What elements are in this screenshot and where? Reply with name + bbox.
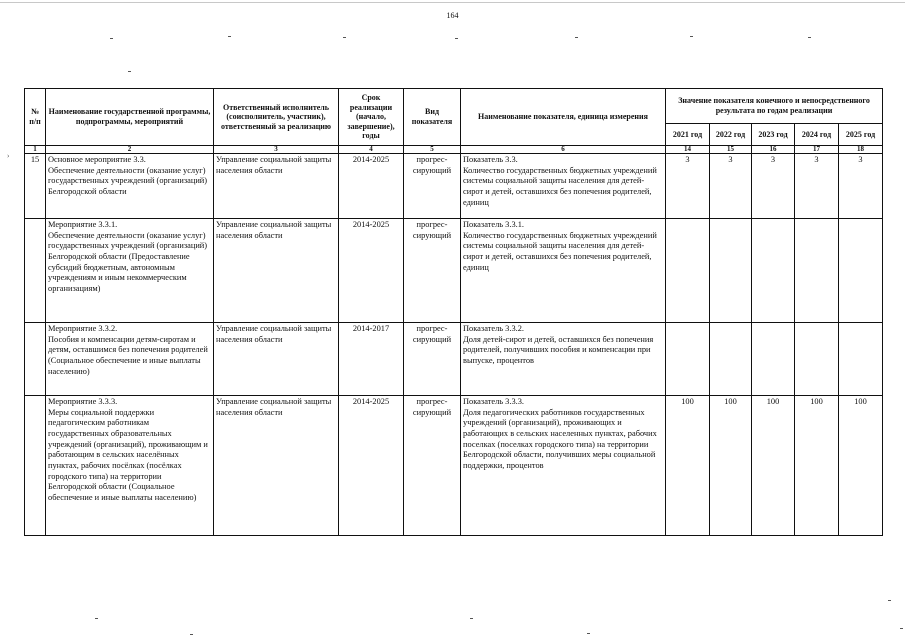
- value-cell: 100: [795, 396, 839, 536]
- period-cell: 2014-2025: [339, 396, 404, 536]
- column-number: 2: [46, 146, 214, 154]
- value-cell: [795, 323, 839, 396]
- header-indicator: Наименование показателя, единица измерения: [461, 89, 666, 146]
- indicator-cell: Показатель 3.3.1. Количество государственных бюджетных учреждений системы социальной защиты населения для детей-сирот и детей, оставшихся без попечения родителей, единиц: [461, 219, 666, 323]
- column-number: 16: [752, 146, 795, 154]
- row-num: [25, 396, 46, 536]
- indicator-cell: Показатель 3.3. Количество государственных бюджетных учреждений системы социальной защиты населения для детей-сирот и детей, оставшихся без попечения родителей, единиц: [461, 154, 666, 219]
- header-responsible: Ответственный исполнитель (соисполнитель, участник), ответственный за реализацию: [214, 89, 339, 146]
- value-cell: [666, 323, 710, 396]
- column-number: 17: [795, 146, 839, 154]
- period-cell: 2014-2025: [339, 154, 404, 219]
- responsible-cell: Управление социальной защиты населения области: [214, 219, 339, 323]
- indicator-cell: Показатель 3.3.2. Доля детей-сирот и детей, оставшихся без попечения родителей, получивших пособия и компенсации при выпуске, процентов: [461, 323, 666, 396]
- indicator-type-cell: прогрес- сирующий: [404, 323, 461, 396]
- value-cell: 100: [710, 396, 752, 536]
- column-number: 15: [710, 146, 752, 154]
- program-cell: Мероприятие 3.3.1. Обеспечение деятельности (оказание услуг) государственных учреждений (организаций) Белгородской области (Предоставление субсидий бюджетным, автономным учреждениям и иным некоммерческим организациям): [46, 219, 214, 323]
- responsible-cell: Управление социальной защиты населения области: [214, 396, 339, 536]
- scan-top-edge: [0, 2, 905, 3]
- period-cell: 2014-2017: [339, 323, 404, 396]
- value-cell: [710, 219, 752, 323]
- column-number-row: [25, 146, 883, 154]
- header-values-group: Значение показателя конечного и непосредственного результата по годам реализации: [666, 89, 883, 124]
- value-cell: [752, 219, 795, 323]
- value-cell: [666, 219, 710, 323]
- value-cell: [710, 323, 752, 396]
- indicator-cell: Показатель 3.3.3. Доля педагогических работников государственных учреждений (организаций), проживающих и работающих в сельских населенных пунктах, рабочих поселках (поселках городского типа) на территории Белгородской области, получивших меры социальной поддержки, процентов: [461, 396, 666, 536]
- column-number: 18: [839, 146, 883, 154]
- indicator-type-cell: прогрес- сирующий: [404, 396, 461, 536]
- value-cell: [839, 219, 883, 323]
- program-cell: Мероприятие 3.3.3. Меры социальной поддержки педагогическим работникам государственных образовательных учреждений (организаций), проживающим и работающим в сельских населённых пунктах, рабочих посёлках (посёлках городского типа) на территории Белгородской области (Социальное обеспечение и иные выплаты населению): [46, 396, 214, 536]
- table-row: [25, 323, 883, 396]
- column-number: 5: [404, 146, 461, 154]
- row-num: 15: [25, 154, 46, 219]
- table-row: [25, 396, 883, 536]
- value-cell: 3: [666, 154, 710, 219]
- value-cell: 3: [752, 154, 795, 219]
- table-row: [25, 219, 883, 323]
- header-year: 2023 год: [752, 124, 795, 146]
- column-number: 3: [214, 146, 339, 154]
- value-cell: 3: [795, 154, 839, 219]
- column-number: 1: [25, 146, 46, 154]
- value-cell: [795, 219, 839, 323]
- header-program: Наименование государственной программы, подпрограммы, мероприятий: [46, 89, 214, 146]
- value-cell: 3: [710, 154, 752, 219]
- column-number: 4: [339, 146, 404, 154]
- header-year: 2024 год: [795, 124, 839, 146]
- page-number: 164: [446, 11, 459, 20]
- margin-mark: ›: [7, 152, 10, 160]
- value-cell: 100: [839, 396, 883, 536]
- value-cell: [839, 323, 883, 396]
- program-table: [24, 88, 883, 536]
- indicator-type-cell: прогрес- сирующий: [404, 154, 461, 219]
- indicator-type-cell: прогрес- сирующий: [404, 219, 461, 323]
- program-cell: Основное мероприятие 3.3. Обеспечение деятельности (оказание услуг) государственных учреждений (организаций) Белгородской области: [46, 154, 214, 219]
- program-cell: Мероприятие 3.3.2. Пособия и компенсации детям-сиротам и детям, оставшимся без попечения родителей (Социальное обеспечение и иные выплаты населению): [46, 323, 214, 396]
- responsible-cell: Управление социальной защиты населения области: [214, 323, 339, 396]
- value-cell: 100: [752, 396, 795, 536]
- header-year: 2021 год: [666, 124, 710, 146]
- value-cell: 100: [666, 396, 710, 536]
- row-num: [25, 219, 46, 323]
- header-year: 2025 год: [839, 124, 883, 146]
- column-number: 6: [461, 146, 666, 154]
- row-num: [25, 323, 46, 396]
- header-period: Срок реализации (начало, завершение), годы: [339, 89, 404, 146]
- period-cell: 2014-2025: [339, 219, 404, 323]
- table-row: [25, 154, 883, 219]
- header-indicator-type: Вид показателя: [404, 89, 461, 146]
- value-cell: [752, 323, 795, 396]
- column-number: 14: [666, 146, 710, 154]
- header-num: № п/п: [25, 89, 46, 146]
- header-year: 2022 год: [710, 124, 752, 146]
- value-cell: 3: [839, 154, 883, 219]
- responsible-cell: Управление социальной защиты населения области: [214, 154, 339, 219]
